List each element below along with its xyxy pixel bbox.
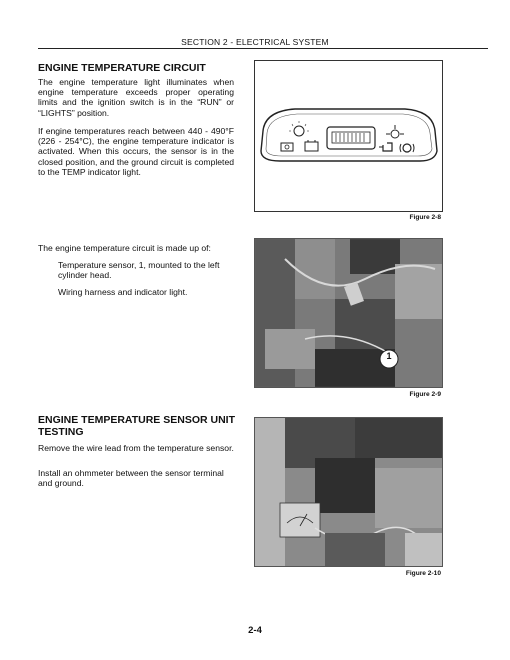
figure-2-9-caption: Figure 2-9 [409,391,441,398]
figure-2-10-caption: Figure 2-10 [405,570,441,577]
page-number: 2-4 [248,625,262,636]
callout-1-label: 1 [386,351,392,361]
circuit-part-harness: Wiring harness and indicator light. [58,287,188,297]
figure-2-8-caption: Figure 2-8 [409,214,441,221]
paragraph-temperature-light: The engine temperature light illuminates when engine temperature exceeds proper operating limits and the ignition switch is in the “RUN” or “LIGHTS” position. [38,77,234,118]
oil-pressure-icon [383,143,392,151]
page-header: SECTION 2 - ELECTRICAL SYSTEM [181,37,329,47]
ohmmeter-icon [280,503,320,537]
ohmmeter-test-photo [255,418,442,566]
circuit-parts-intro: The engine temperature circuit is made up of: [38,243,211,253]
battery-light-icon [305,142,318,151]
figure-2-8-frame [254,60,443,212]
paragraph-temperature-range: If engine temperatures reach between 440 - 490°F (226 - 254°C), the engine temperature indicator is activated. When this occurs, the sensor is in the closed position, and the ground circuit is completed to the TEMP indicator light. [38,126,234,177]
light-switch-icon [391,130,399,138]
engine-sensor-photo [255,239,442,387]
paragraph-install-ohmmeter: Install an ohmmeter between the sensor terminal and ground. [38,468,224,489]
header-rule [38,48,488,49]
temperature-light-icon [294,126,304,136]
instrument-panel-drawing [255,61,442,211]
paragraph-remove-wire: Remove the wire lead from the temperature sensor. [38,443,234,453]
section-heading-sensor-testing-line1: ENGINE TEMPERATURE SENSOR UNIT [38,414,235,426]
section-heading-sensor-testing-line2: TESTING [38,426,84,438]
figure-2-10-photo [254,417,443,567]
figure-2-9-photo [254,238,443,388]
circuit-part-sensor: Temperature sensor, 1, mounted to the left cylinder head. [58,260,220,281]
section-heading-temperature-circuit: ENGINE TEMPERATURE CIRCUIT [38,62,206,74]
brake-light-icon [403,144,411,152]
section-heading-sensor-testing [38,414,243,438]
